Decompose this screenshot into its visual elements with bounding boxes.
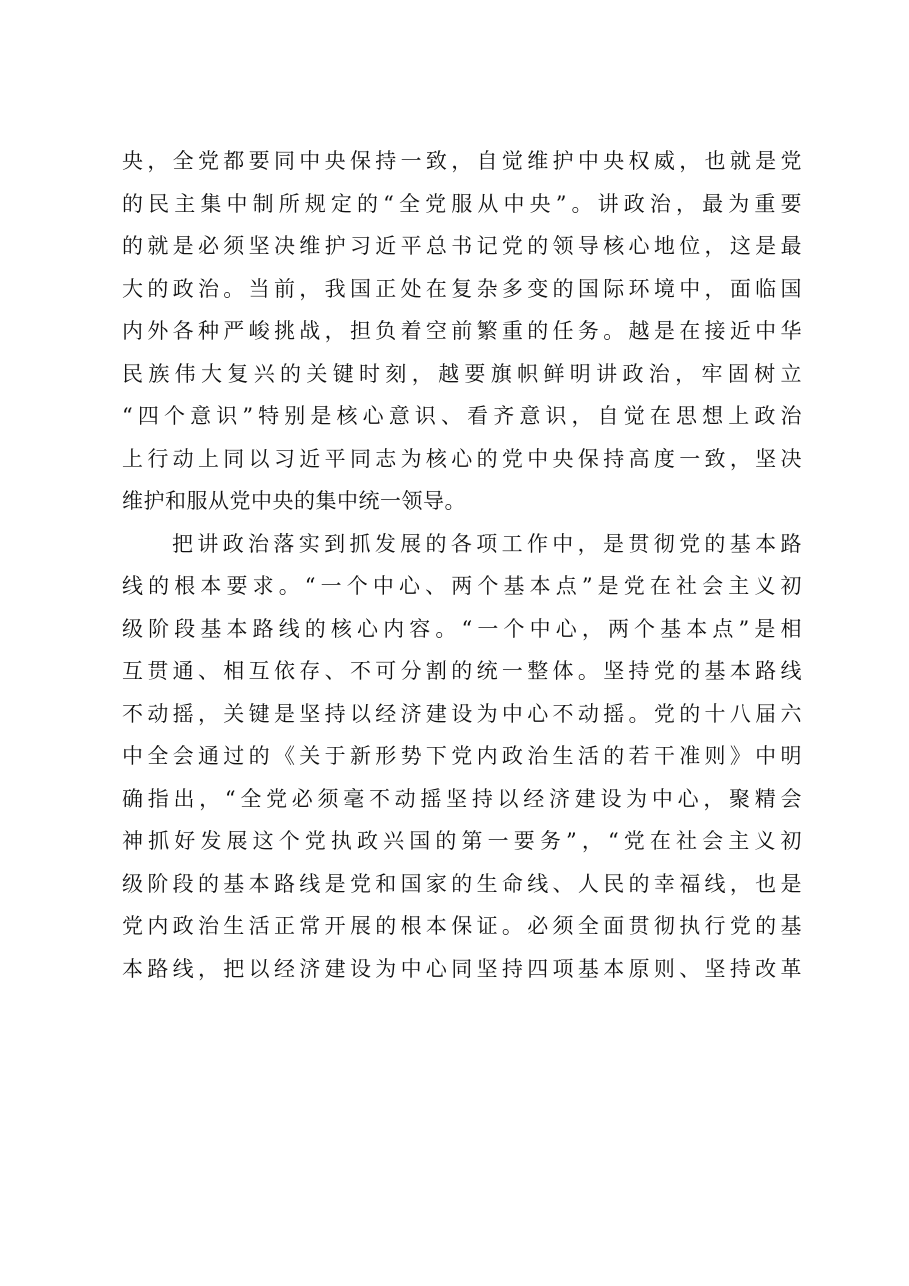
paragraph-1 <box>122 140 802 523</box>
text-line: 中全会通过的《关于新形势下党内政治生活的若干准则》中明 <box>122 744 802 768</box>
text-line: “四个意识”特别是核心意识、看齐意识，自觉在思想上政治 <box>122 404 802 428</box>
body-text <box>122 140 802 990</box>
text-line: 不动摇，关键是坚持以经济建设为中心不动摇。党的十八届六 <box>122 701 802 726</box>
text-line: 的就是必须坚决维护习近平总书记党的领导核心地位，这是最 <box>122 234 802 258</box>
text-line: 党内政治生活正常开展的根本保证。必须全面贯彻执行党的基 <box>122 914 802 938</box>
text-line: 级阶段的基本路线是党和国家的生命线、人民的幸福线，也是 <box>122 871 802 896</box>
text-line: 内外各种严峻挑战，担负着空前繁重的任务。越是在接近中华 <box>122 319 802 343</box>
text-line: 民族伟大复兴的关键时刻，越要旗帜鲜明讲政治，牢固树立 <box>122 361 802 386</box>
text-line: 维护和服从党中央的集中统一领导。 <box>122 489 466 513</box>
text-line: 大的政治。当前，我国正处在复杂多变的国际环境中，面临国 <box>122 276 802 301</box>
text-line: 神抓好发展这个党执政兴国的第一要务”，“党在社会主义初 <box>122 829 802 853</box>
text-line: 确指出，“全党必须毫不动摇坚持以经济建设为中心，聚精会 <box>122 786 802 811</box>
text-line: 互贯通、相互依存、不可分割的统一整体。坚持党的基本路线 <box>122 659 802 683</box>
text-line: 级阶段基本路线的核心内容。“一个中心，两个基本点”是相 <box>122 616 802 641</box>
text-line: 央，全党都要同中央保持一致，自觉维护中央权威，也就是党 <box>122 149 802 173</box>
paragraph-2 <box>122 523 802 991</box>
text-line: 线的根本要求。“一个中心、两个基本点”是党在社会主义初 <box>122 574 802 598</box>
text-line: 上行动上同以习近平同志为核心的党中央保持高度一致，坚决 <box>122 446 802 471</box>
text-line: 本路线，把以经济建设为中心同坚持四项基本原则、坚持改革 <box>122 956 802 981</box>
text-line: 把讲政治落实到抓发展的各项工作中，是贯彻党的基本路 <box>172 531 802 556</box>
text-line: 的民主集中制所规定的“全党服从中央”。讲政治，最为重要 <box>122 191 802 216</box>
